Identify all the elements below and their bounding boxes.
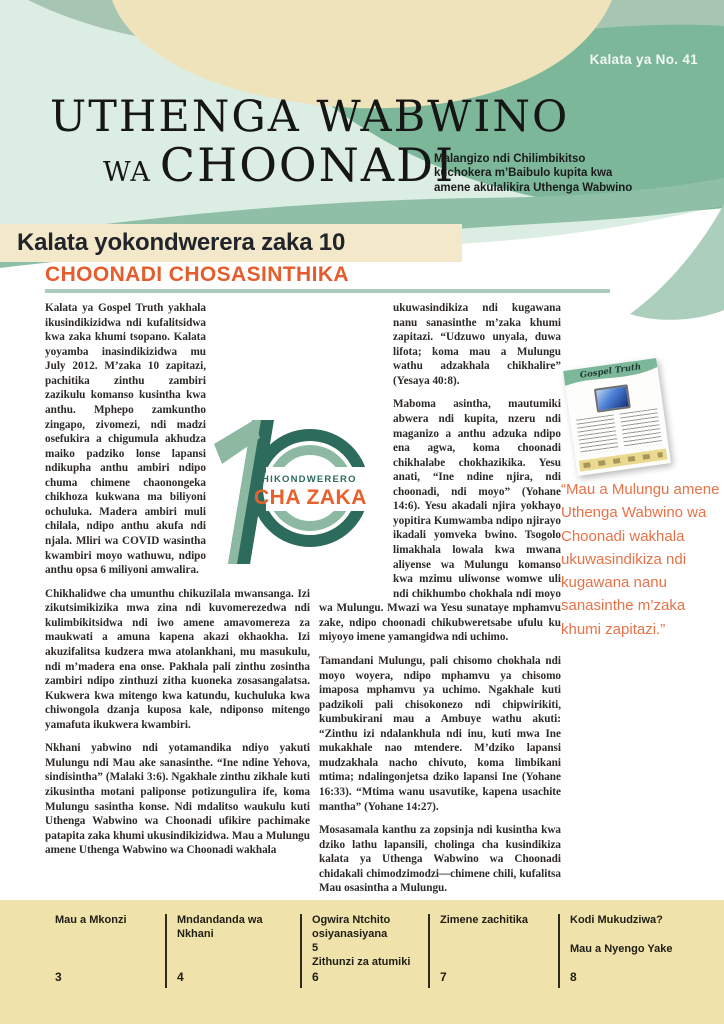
footer-item-mndandanda — [165, 914, 300, 988]
footer-page-number: 3 — [55, 970, 62, 984]
article-heading: CHOONADI CHOSASINTHIKA — [45, 263, 349, 286]
footer-sub-title: Zithunzi za atumiki — [312, 955, 411, 968]
footer-item-title: Mndandanda wa Nkhani — [177, 914, 263, 940]
footer-page-number: 7 — [440, 970, 447, 984]
footer-page-number: 8 — [570, 970, 577, 984]
anniversary-banner-label: Kalata yokondwerera zaka 10 — [17, 229, 346, 256]
footer-item-title: Kodi Mukudziwa? — [570, 914, 663, 926]
footer-item-title: Ogwira Ntchito osiyanasiyana — [312, 914, 391, 940]
article-column-left — [45, 301, 310, 905]
anniversary-banner — [0, 224, 462, 262]
footer-item-title: Zimene zachitika — [440, 914, 529, 926]
paragraph: ukuwasindikiza ndi kugawana nanu sanasinthe m’zaka khumi zapitazi. “Udzuwo unyala, duwa lifota; koma mau a Mulungu wathu adzakhala chikhalire” (Yesaya 40:8). — [393, 302, 561, 387]
article-body — [45, 301, 561, 905]
footer-page-number: 6 — [312, 970, 319, 984]
first-issue-thumbnail — [563, 358, 671, 476]
masthead-title-main: CHOONADI — [159, 138, 456, 192]
article-column-right — [319, 301, 561, 905]
paragraph: Tamandani Mulungu, pali chisomo chokhala ndi moyo woyera, ndipo mphamvu ya chisomo imaposa mphamvu ya uchimo. Ngakhale kuti padzikoli pali chisokonezo ndi chipwirikiti, kumbukirani mau a Ambuye wathu akuti: “Zinthu izi ndalankhula ndi inu, kuti mwa Ine mukakhale nao mtendere. M’dziko lapansi mudzakhala nacho chivuto, koma limbikani mtima; ndalingonjetsa dziko lapansi Ine (Yohane 16:33). “Mtima wanu usavutike, kapena usachite mantha” (Yohane 14:27). — [319, 654, 561, 813]
masthead-title-line1: UTHENGA WABWINO — [50, 92, 570, 142]
computer-image — [594, 384, 631, 412]
masthead-title-wa: WA — [103, 157, 151, 188]
masthead-title-line2 — [103, 138, 455, 192]
paragraph: Maboma asintha, mautumiki abwera ndi kupita, nzeru ndi maganizo a anthu adzuka ndipo ena agwa, koma choonadi chikhalabe chokhazikika. Yesu anati, “Ine ndine njira, ndi choonadi, ndi moyo” (Yohane 14:6). Yesu akadali njira yokhayo yopitira Kumwamba ndipo njirayo ikadali yomveka bwino. Tsogolo limakhala lowala kwa mwana aliyense wa Mulungu komanso kwa mzimu uliwonse womwe uli ndi chikhumbo chokhala ndi moyo wa Mulungu. Mwazi wa Yesu sunataye mphamvu zake, ndipo choonadi chikubweretsabe ufulu ku miyoyo imene yamangidwa ndi uchimo. — [319, 398, 561, 644]
paragraph: Mosasamala kanthu za zopsinja ndi kusintha kwa dziko lathu lapansili, cholinga cha kusindikiza kalata ya Uthenga Wabwino wa Choonadi chidakali chimodzimodzi—chimene chili, kufalitsa Mau osasintha a Mulungu. — [319, 824, 561, 895]
footer-item-kodi-mukudziwa — [558, 914, 722, 988]
masthead-tagline — [434, 152, 649, 195]
tagline-line: kuchokera m’Baibulo kupita kwa — [434, 167, 613, 180]
tagline-line: amene akulalikira Uthenga Wabwino — [434, 181, 633, 194]
pull-quote: “Mau a Mulungu amene Uthenga Wabwino wa Choonadi wakhala ukuwasindikiza ndi kugawana nanu sanasinthe m’zaka khumi zapitazi.” — [561, 481, 720, 638]
footer-item-mau-a-mkonzi — [40, 914, 165, 988]
footer-page-number: 4 — [177, 970, 184, 984]
thumbnail-text-column — [620, 408, 663, 449]
logo-text-cha-zaka: CHA ZAKA — [254, 486, 367, 509]
footer-item-ogwira-ntchito — [300, 914, 428, 988]
footer-contents-bar — [0, 900, 724, 1024]
thumbnail-text-column — [576, 414, 619, 455]
10-years-anniversary-logo — [210, 412, 370, 570]
footer-sub-page-number: 5 — [312, 941, 319, 954]
footer-item-title: Mau a Mkonzi — [55, 914, 127, 926]
footer-sub-title: Mau a Nyengo Yake — [570, 942, 673, 955]
paragraph: Kalata ya Gospel Truth yakhala ikusindikizidwa ndi kufalitsidwa kwa zaka khumi tsopano. Kalata yoyamba inasindikizidwa mu July 2012. M’zaka 10 zapitazi, pachitika zinthu zambiri zazikulu komanso kusintha kwa anthu. Mphepo zamkuntho zingapo, zivomezi, ndi madzi osefukira a chigumula akhudza maiko padziko lonse lapansi ndikupha anthu ambiri ndipo chuma chimene chaonongeka chikhoza kukwana ma biliyoni ochuluka. Madera ambiri muli chilala, ndipo anthu akufa ndi njala. Mliri wa COVID wasintha kwambiri moyo wathuwu, ndipo anthu opsa 6 miliyoni amwalira. — [45, 302, 206, 577]
footer-item-zimene-zachitika — [428, 914, 558, 988]
thumbnail-title: Gospel Truth — [579, 362, 642, 381]
paragraph: Nkhani yabwino ndi yotamandika ndiyo yakuti Mulungu ndi Mau ake sanasinthe. “Ine ndine Yehova, sindisintha” (Malaki 3:6). Ngakhale zinthu zikhale kuti zikusintha motani paliponse potizungulira ife, koma Mulungu sasintha konse. Ndi mdalitso waukulu kuti Uthenga Wabwino wa Choonadi ufikire pachimake patapita zaka khumi ukusindikizidwa. Mau a Mulungu amene Uthenga Wabwino wa Choonadi wakhala — [45, 742, 310, 857]
logo-text-chikondwerero: CHIKONDWERERO — [254, 474, 357, 485]
heading-divider-rule — [45, 289, 610, 293]
paragraph: Chikhalidwe cha umunthu chikuzilala mwansanga. Izi zikutsimikizika mwa zina ndi kuvomerezedwa ndi kulimbikitsidwa ndi iwo amene amavomereza za maukwati a amuna kapena akazi okhaokha. Izi akuzifalitsa kudzera mwa atolankhani, mu masukulu, ndi m’madera ena onse. Pakhala pali zinthu zosintha zambiri ndipo zinthuzi zitha kuoneka zosasangalatsa. Kukwera kwa mitengo kwa katundu, kuchuluka kwa chiwongola dzanja kuposa kale, ndiponso mitengo yamafuta ikukwera kwambiri. — [45, 587, 310, 731]
tagline-line: Malangizo ndi Chilimbikitso — [434, 153, 586, 165]
issue-number-label: Kalata ya No. 41 — [589, 52, 698, 67]
